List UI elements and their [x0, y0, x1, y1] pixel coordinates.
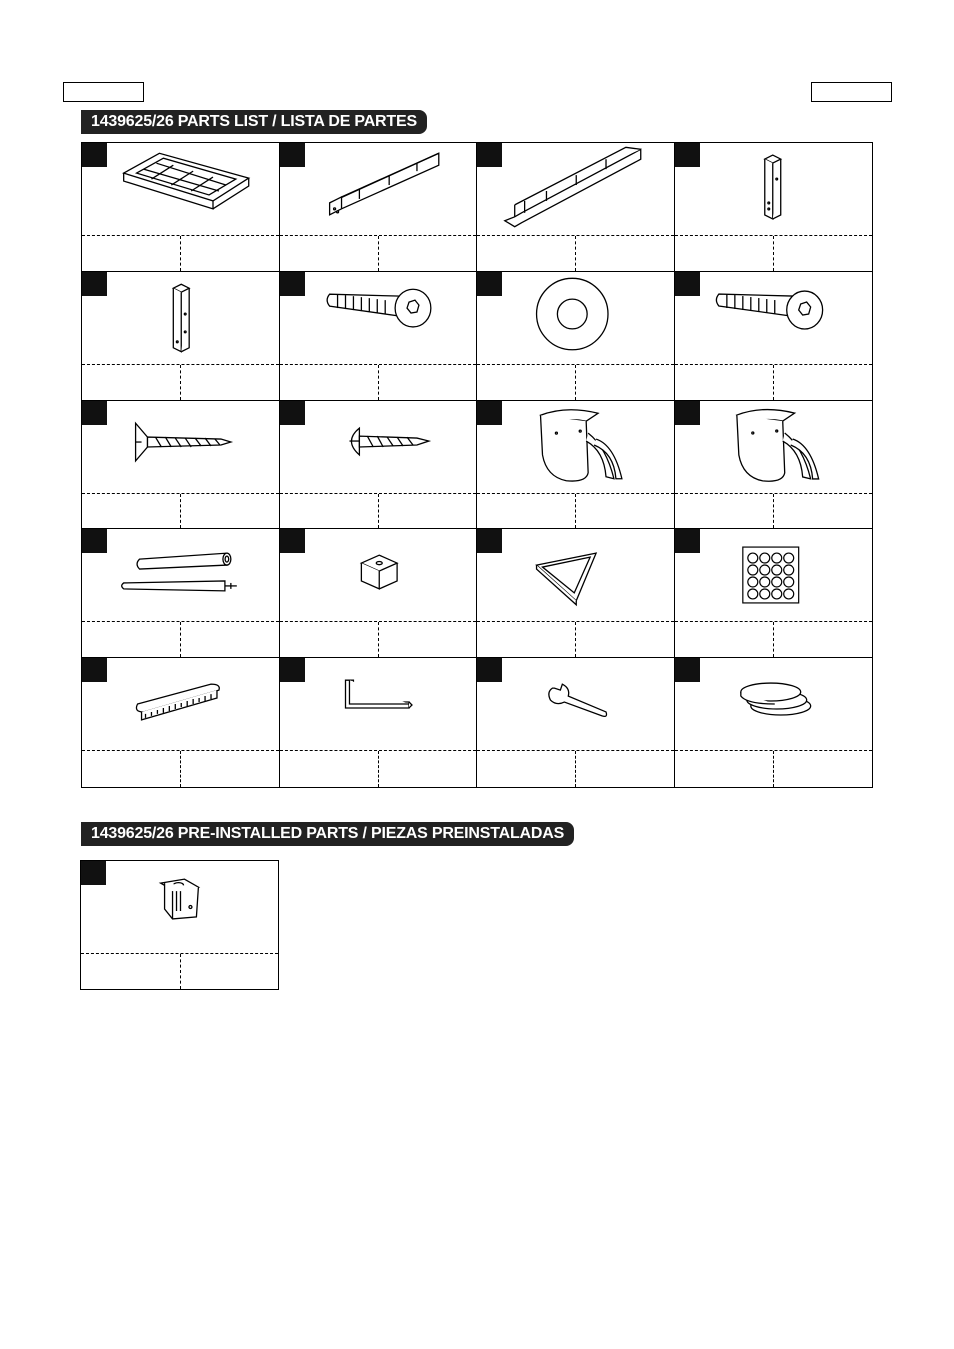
- post-icon: [82, 272, 279, 364]
- part-cell: [675, 658, 873, 787]
- preinstalled-title: 1439625/26 PRE-INSTALLED PARTS / PIEZAS PREINSTALADAS: [81, 822, 574, 846]
- ball-set-icon: [675, 529, 873, 621]
- part-cell: [280, 143, 478, 272]
- part-cell: [477, 658, 675, 787]
- tray-frame-icon: [82, 143, 279, 235]
- bracket-icon: [81, 861, 278, 953]
- side-rail-icon: [280, 143, 477, 235]
- chalk-cube-icon: [280, 529, 477, 621]
- part-cell: [675, 401, 873, 530]
- part-cell: [280, 529, 478, 658]
- part-cell: [280, 272, 478, 401]
- brush-icon: [82, 658, 279, 750]
- part-cell: [477, 272, 675, 401]
- preinstalled-cell: [80, 860, 279, 990]
- felt-pads-icon: [675, 658, 873, 750]
- part-cell: [82, 143, 280, 272]
- part-cell: [280, 401, 478, 530]
- long-rail-icon: [477, 143, 674, 235]
- hex-bolt-icon: [675, 272, 873, 364]
- part-cell: [477, 143, 675, 272]
- ball-pocket-icon: [675, 401, 873, 493]
- triangle-rack-icon: [477, 529, 674, 621]
- part-cell: [675, 143, 873, 272]
- part-cell: [675, 529, 873, 658]
- short-post-icon: [675, 143, 873, 235]
- page-number-box-right: [811, 82, 892, 102]
- allen-key-icon: [280, 658, 477, 750]
- parts-list-title: 1439625/26 PARTS LIST / LISTA DE PARTES: [81, 110, 427, 134]
- part-cell: [82, 401, 280, 530]
- page-number-box-left: [63, 82, 144, 102]
- cue-sticks-icon: [82, 529, 279, 621]
- part-cell: [82, 658, 280, 787]
- parts-grid: [81, 142, 873, 788]
- part-cell: [82, 272, 280, 401]
- part-cell: [675, 272, 873, 401]
- part-cell: [280, 658, 478, 787]
- round-head-screw-icon: [280, 401, 477, 493]
- part-cell: [477, 401, 675, 530]
- ball-pocket-icon: [477, 401, 674, 493]
- part-cell: [82, 529, 280, 658]
- washer-icon: [477, 272, 674, 364]
- part-cell: [477, 529, 675, 658]
- flat-head-screw-icon: [82, 401, 279, 493]
- wrench-icon: [477, 658, 674, 750]
- hex-bolt-icon: [280, 272, 477, 364]
